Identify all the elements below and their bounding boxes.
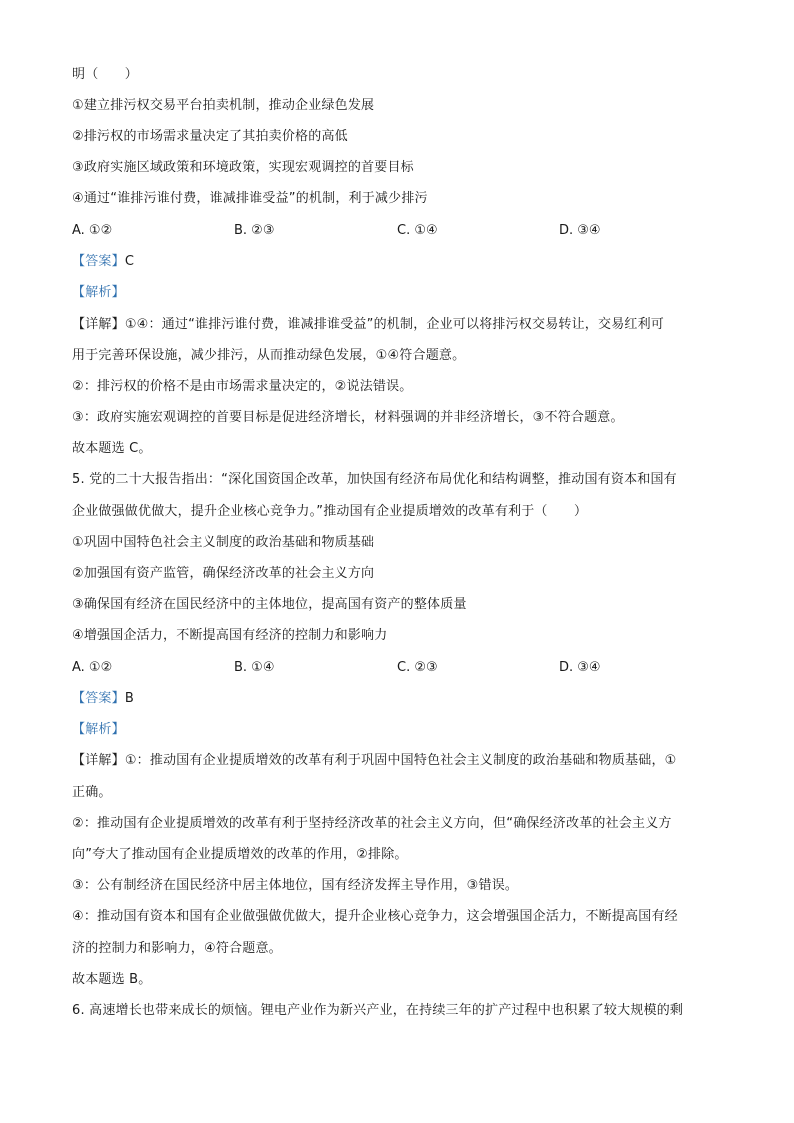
q6-stem-1: 6. 高速增长也带来成长的烦恼。锂电产业作为新兴产业，在持续三年的扩产过程中也积累了较大规模的剩	[72, 1003, 684, 1018]
q5-item-1: ①巩固中国特色社会主义制度的政治基础和物质基础	[72, 535, 375, 550]
q4-detail-3: ②：排污权的价格不是由市场需求量决定的，②说法错误。	[72, 379, 413, 394]
q4-analysis-line	[72, 284, 722, 302]
q5-item-3: ③确保国有经济在国民经济中的主体地位，提高国有资产的整体质量	[72, 597, 467, 612]
q5-option-a: A. ①②	[72, 660, 113, 675]
q4-item-3: ③政府实施区域政策和环境政策，实现宏观调控的首要目标	[72, 160, 414, 175]
answer-tag: 【答案】	[72, 254, 125, 269]
q5-detail-5: ③：公有制经济在国民经济中居主体地位，国有经济发挥主导作用，③错误。	[72, 878, 519, 893]
q5-detail-3: ②：推动国有企业提质增效的改革有利于坚持经济改革的社会主义方向，但“确保经济改革的社会主义方	[72, 816, 672, 831]
analysis-tag: 【解析】	[72, 285, 125, 300]
q5-options	[72, 659, 722, 677]
q4-detail-2: 用于完善环保设施，减少排污，从而推动绿色发展，①④符合题意。	[72, 348, 466, 363]
q5-item-2: ②加强国有资产监管，确保经济改革的社会主义方向	[72, 566, 375, 581]
analysis-tag: 【解析】	[72, 722, 125, 737]
q5-item-4: ④增强国企活力，不断提高国有经济的控制力和影响力	[72, 628, 388, 643]
q4-detail-text-1: ①④：通过“谁排污谁付费，谁减排谁受益”的机制，企业可以将排污权交易转让，交易红利可	[124, 317, 664, 332]
q5-answer: B	[124, 691, 134, 706]
q5-stem-1: 5. 党的二十大报告指出：“深化国资国企改革，加快国有经济布局优化和结构调整，推动国有资本和国有	[72, 472, 677, 487]
q4-options	[72, 222, 722, 240]
q4-item-2: ②排污权的市场需求量决定了其拍卖价格的高低	[72, 129, 348, 144]
detail-tag: 【详解】	[72, 753, 125, 768]
q4-option-a: A. ①②	[72, 223, 113, 238]
q5-option-c: C. ②③	[397, 660, 438, 675]
q5-option-b: B. ①④	[234, 660, 275, 675]
q4-stem-tail: 明（ ）	[72, 67, 139, 82]
q5-detail-1	[72, 752, 722, 770]
q4-option-d: D. ③④	[559, 223, 601, 238]
q5-option-d: D. ③④	[559, 660, 601, 675]
q4-option-b: B. ②③	[234, 223, 275, 238]
q4-option-c: C. ①④	[397, 223, 438, 238]
q5-detail-2: 正确。	[72, 785, 112, 800]
q5-analysis-line	[72, 721, 722, 739]
q5-detail-8: 故本题选 B。	[72, 972, 152, 987]
q5-stem-2: 企业做强做优做大，提升企业核心竞争力。”推动国有企业提质增效的改革有利于（ ）	[72, 504, 588, 519]
q5-detail-text-1: ①：推动国有企业提质增效的改革有利于巩固中国特色社会主义制度的政治基础和物质基础，①	[124, 753, 677, 768]
q4-detail-5: 故本题选 C。	[72, 441, 152, 456]
q4-answer: C	[124, 254, 135, 269]
q5-detail-7: 济的控制力和影响力，④符合题意。	[72, 941, 282, 956]
q5-answer-line	[72, 690, 722, 708]
q4-item-4: ④通过“谁排污谁付费，谁减排谁受益”的机制，利于减少排污	[72, 191, 428, 206]
q5-detail-6: ④：推动国有资本和国有企业做强做优做大，提升企业核心竞争力，这会增强国企活力，不断提高国有经	[72, 909, 678, 924]
detail-tag: 【详解】	[72, 317, 125, 332]
q5-detail-4: 向”夸大了推动国有企业提质增效的改革的作用，②排除。	[72, 847, 408, 862]
q4-item-1: ①建立排污权交易平台拍卖机制，推动企业绿色发展	[72, 98, 375, 113]
q4-detail-1	[72, 316, 722, 334]
q4-detail-4: ③：政府实施宏观调控的首要目标是促进经济增长，材料强调的并非经济增长，③不符合题意。	[72, 410, 624, 425]
q4-answer-line	[72, 253, 722, 271]
answer-tag: 【答案】	[72, 691, 125, 706]
